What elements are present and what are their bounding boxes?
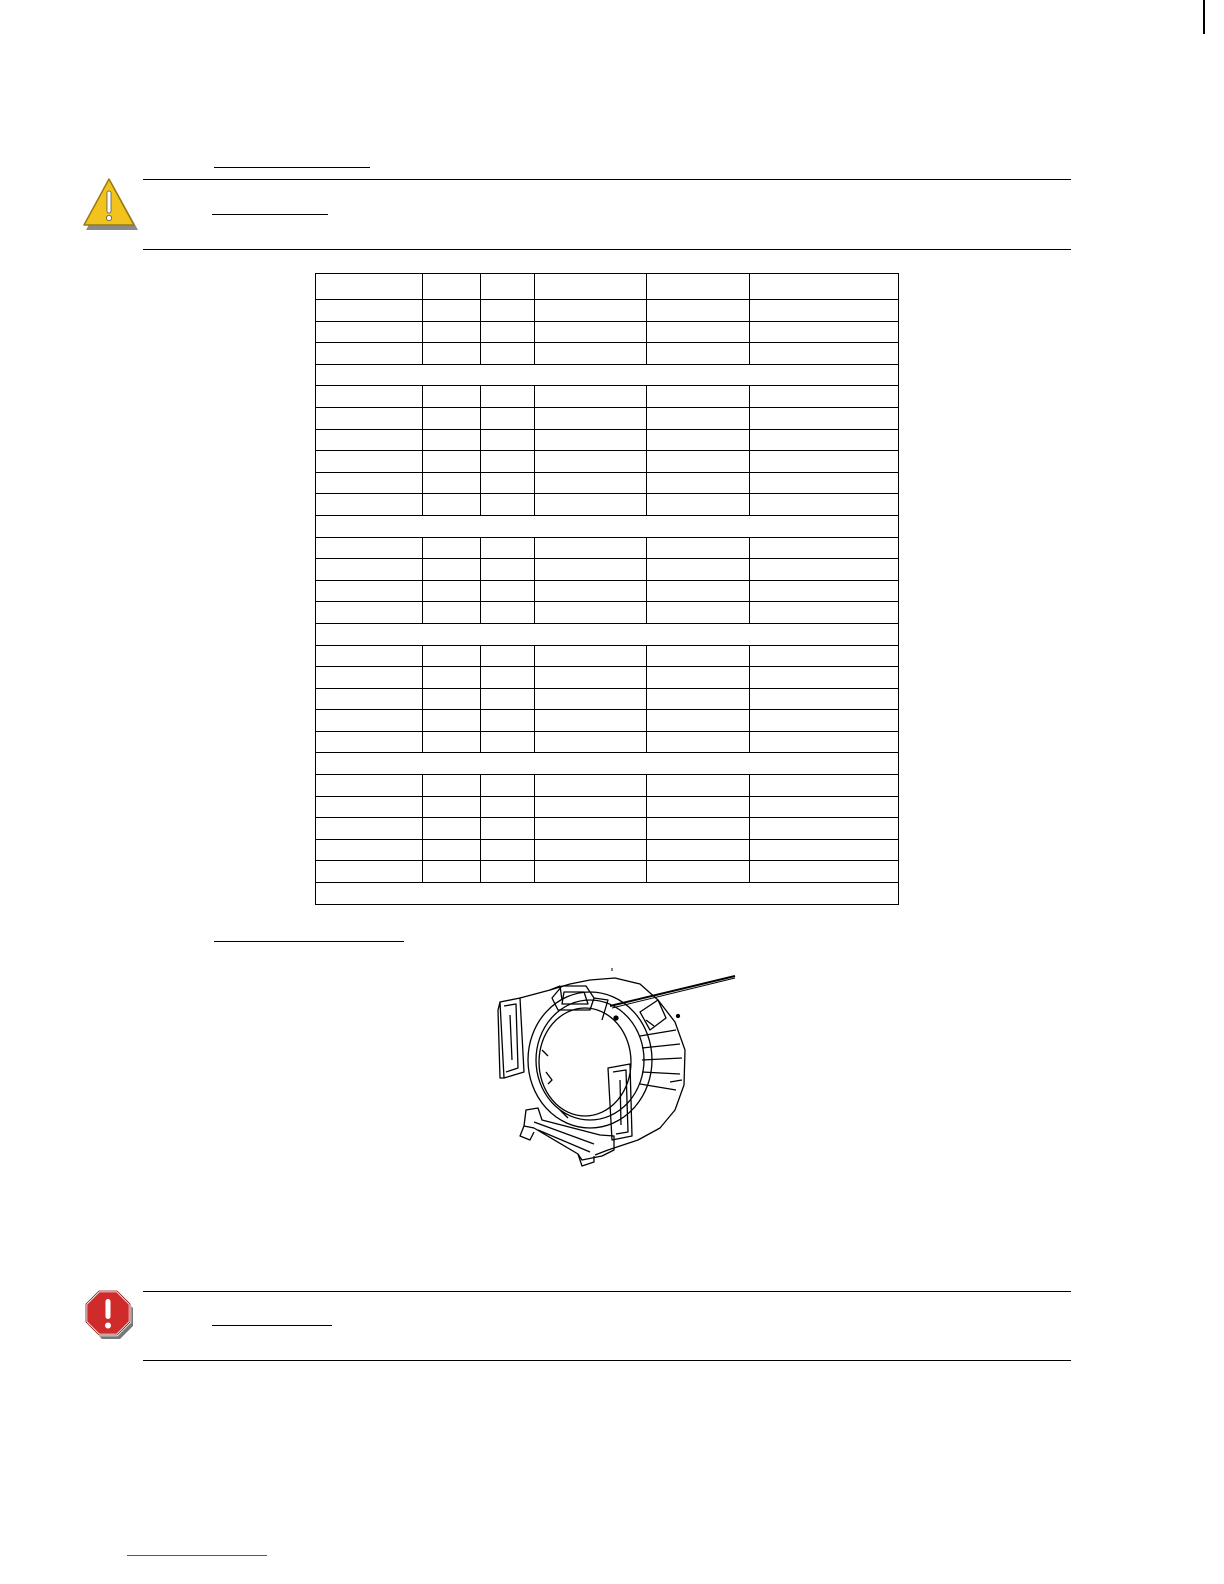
table-cell — [647, 300, 750, 322]
table-cell — [750, 710, 899, 732]
table-cell — [535, 580, 647, 602]
table-cell — [647, 861, 750, 883]
table-row — [316, 796, 899, 818]
table-group-row — [316, 364, 899, 386]
table-cell — [535, 407, 647, 429]
table-cell — [750, 839, 899, 861]
table-row — [316, 645, 899, 667]
caution-label — [212, 214, 328, 215]
table-cell — [535, 667, 647, 689]
table-row — [316, 731, 899, 753]
table-cell — [423, 407, 481, 429]
table-cell — [535, 775, 647, 797]
table-cell — [750, 796, 899, 818]
table-cell — [647, 818, 750, 840]
warning-top-rule — [143, 1291, 1071, 1292]
table-cell — [316, 818, 423, 840]
table-cell — [750, 537, 899, 559]
caution-bottom-rule — [143, 249, 1071, 250]
warning-label — [212, 1325, 332, 1326]
footer-link[interactable] — [127, 1555, 267, 1556]
table-cell — [647, 796, 750, 818]
table-cell — [535, 321, 647, 343]
table-cell — [647, 386, 750, 408]
table-row — [316, 602, 899, 624]
table-cell — [423, 300, 481, 322]
table-cell — [750, 407, 899, 429]
table-group-row — [316, 623, 899, 645]
table-row — [316, 386, 899, 408]
table-cell — [647, 775, 750, 797]
table-cell — [316, 688, 423, 710]
table-cell — [481, 537, 535, 559]
table-cell — [481, 494, 535, 516]
group-label — [316, 515, 899, 537]
table-cell — [316, 494, 423, 516]
table-row — [316, 321, 899, 343]
table-cell — [481, 274, 535, 300]
table-cell — [316, 667, 423, 689]
table-row — [316, 667, 899, 689]
table-cell — [423, 472, 481, 494]
table-cell — [481, 407, 535, 429]
table-cell — [423, 580, 481, 602]
table-cell — [423, 429, 481, 451]
table-cell — [423, 775, 481, 797]
table-cell — [481, 451, 535, 473]
table-cell — [750, 472, 899, 494]
caution-triangle-icon — [78, 175, 140, 233]
table-cell — [535, 343, 647, 365]
table-cell — [316, 839, 423, 861]
table-cell — [423, 451, 481, 473]
table-cell — [535, 451, 647, 473]
table-cell — [316, 407, 423, 429]
table-cell — [316, 775, 423, 797]
table-cell — [481, 775, 535, 797]
table-row — [316, 710, 899, 732]
table-cell — [481, 731, 535, 753]
table-cell — [481, 839, 535, 861]
table-cell — [535, 300, 647, 322]
table-cell — [316, 451, 423, 473]
table-row — [316, 472, 899, 494]
table-row — [316, 688, 899, 710]
table-group-row — [316, 753, 899, 775]
table-cell — [423, 494, 481, 516]
table-cell — [647, 688, 750, 710]
table-cell — [481, 645, 535, 667]
table-cell — [316, 602, 423, 624]
table-cell — [535, 796, 647, 818]
table-cell — [316, 580, 423, 602]
table-cell — [750, 274, 899, 300]
table-cell — [316, 343, 423, 365]
table-cell — [535, 559, 647, 581]
table-cell — [750, 386, 899, 408]
table-cell — [647, 494, 750, 516]
table-cell — [750, 861, 899, 883]
table-cell — [316, 321, 423, 343]
table-cell — [316, 274, 423, 300]
table-cell — [423, 861, 481, 883]
table-cell — [750, 688, 899, 710]
table-cell — [750, 451, 899, 473]
table-cell — [481, 300, 535, 322]
table-cell — [481, 667, 535, 689]
table-cell — [750, 559, 899, 581]
table-row — [316, 861, 899, 883]
gel-frame-holder-drawing — [490, 960, 750, 1175]
table-cell — [750, 602, 899, 624]
table-cell — [423, 274, 481, 300]
table-cell — [535, 645, 647, 667]
table-cell — [535, 818, 647, 840]
table-cell — [535, 861, 647, 883]
table-cell — [647, 667, 750, 689]
table-cell — [481, 386, 535, 408]
table-cell — [535, 494, 647, 516]
table-row — [316, 818, 899, 840]
table-row — [316, 300, 899, 322]
table-cell — [647, 451, 750, 473]
table-cell — [423, 667, 481, 689]
table-cell — [423, 731, 481, 753]
section-heading — [214, 167, 370, 168]
table-row — [316, 407, 899, 429]
table-cell — [481, 472, 535, 494]
table-cell — [750, 818, 899, 840]
table-cell — [535, 386, 647, 408]
page-edge-rule — [1203, 0, 1205, 34]
table-cell — [647, 429, 750, 451]
table-row — [316, 451, 899, 473]
table-cell — [423, 321, 481, 343]
table-cell — [423, 559, 481, 581]
table-cell — [316, 429, 423, 451]
table-cell — [535, 839, 647, 861]
table-group-row — [316, 883, 899, 905]
table-cell — [647, 710, 750, 732]
table-cell — [647, 602, 750, 624]
table-cell — [647, 472, 750, 494]
figure-heading — [214, 941, 404, 942]
table-cell — [481, 861, 535, 883]
table-cell — [481, 559, 535, 581]
table-cell — [316, 710, 423, 732]
table-cell — [535, 731, 647, 753]
table-cell — [535, 429, 647, 451]
table-cell — [647, 321, 750, 343]
table-cell — [481, 818, 535, 840]
table-row — [316, 580, 899, 602]
table-cell — [481, 688, 535, 710]
table-cell — [750, 321, 899, 343]
table-cell — [316, 537, 423, 559]
table-cell — [647, 839, 750, 861]
table-cell — [481, 343, 535, 365]
table-cell — [423, 796, 481, 818]
table-cell — [750, 645, 899, 667]
table-cell — [647, 407, 750, 429]
table-cell — [423, 602, 481, 624]
table-cell — [423, 537, 481, 559]
table-cell — [316, 645, 423, 667]
group-label — [316, 883, 899, 905]
table-cell — [423, 645, 481, 667]
table-row — [316, 429, 899, 451]
table-cell — [316, 796, 423, 818]
table-cell — [316, 559, 423, 581]
table-row — [316, 775, 899, 797]
table-cell — [316, 386, 423, 408]
table-row — [316, 839, 899, 861]
table-cell — [481, 710, 535, 732]
table-cell — [535, 537, 647, 559]
table-cell — [423, 839, 481, 861]
table-cell — [647, 274, 750, 300]
table-cell — [535, 472, 647, 494]
table-cell — [423, 818, 481, 840]
table-cell — [647, 343, 750, 365]
table-group-row — [316, 515, 899, 537]
table-cell — [750, 343, 899, 365]
table-cell — [750, 775, 899, 797]
group-label — [316, 364, 899, 386]
table-cell — [316, 861, 423, 883]
table-cell — [481, 602, 535, 624]
table-cell — [750, 429, 899, 451]
table-cell — [481, 321, 535, 343]
table-cell — [423, 343, 481, 365]
table-cell — [535, 274, 647, 300]
table-cell — [750, 731, 899, 753]
table-cell — [481, 429, 535, 451]
table-cell — [647, 559, 750, 581]
warning-bottom-rule — [143, 1360, 1071, 1361]
table-cell — [750, 300, 899, 322]
table-cell — [316, 300, 423, 322]
table-cell — [316, 472, 423, 494]
table-header-row — [316, 274, 899, 300]
group-label — [316, 623, 899, 645]
table-cell — [750, 580, 899, 602]
table-row — [316, 537, 899, 559]
table-cell — [316, 731, 423, 753]
table-cell — [647, 645, 750, 667]
table-cell — [481, 796, 535, 818]
table-cell — [647, 580, 750, 602]
table-cell — [535, 688, 647, 710]
table-cell — [423, 386, 481, 408]
caution-top-rule — [143, 179, 1071, 180]
table-cell — [423, 710, 481, 732]
warning-stop-icon — [78, 1285, 138, 1345]
table-cell — [423, 688, 481, 710]
table-cell — [750, 667, 899, 689]
table-cell — [535, 710, 647, 732]
group-label — [316, 753, 899, 775]
table-cell — [750, 494, 899, 516]
table-row — [316, 559, 899, 581]
table-cell — [647, 537, 750, 559]
table-row — [316, 343, 899, 365]
table-row — [316, 494, 899, 516]
table-cell — [535, 602, 647, 624]
table-cell — [481, 580, 535, 602]
spec-table — [315, 273, 899, 905]
table-cell — [647, 731, 750, 753]
